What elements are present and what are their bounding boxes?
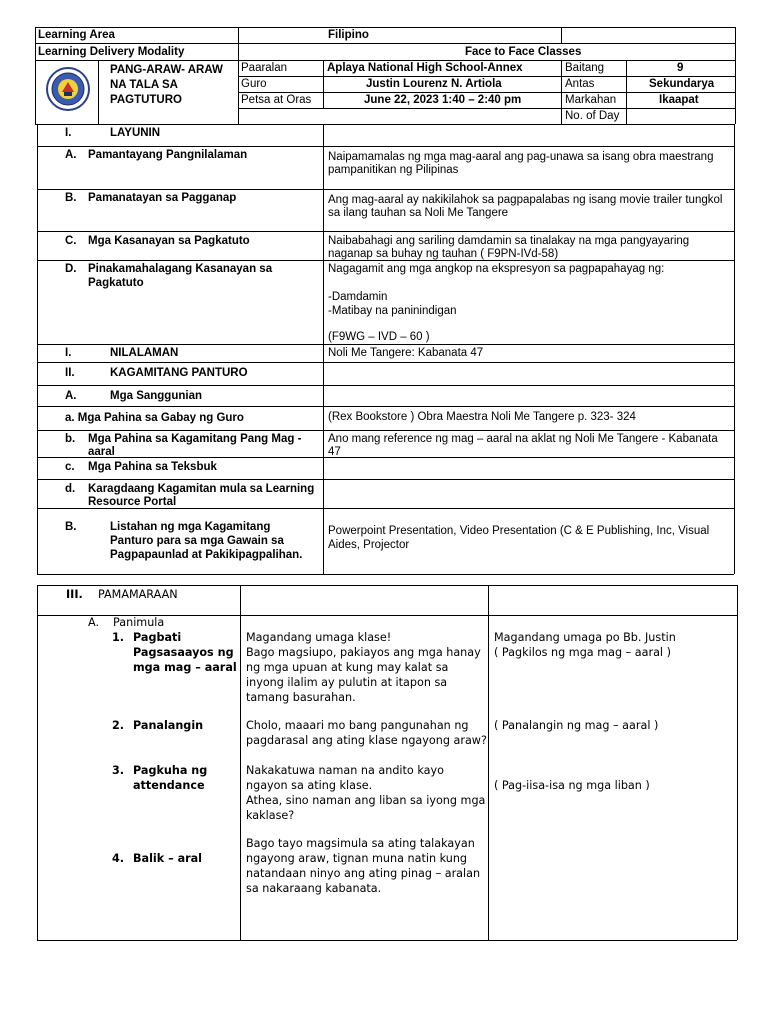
level-value: Sekundarya — [649, 78, 715, 90]
essential-competency-item-1: -Damdamin — [328, 291, 388, 303]
step1-label: Pagbati — [133, 631, 182, 644]
materials-list-label-2: Panturo para sa mga Gawain sa — [110, 535, 284, 547]
date-label: Petsa at Oras — [241, 94, 312, 106]
resources-title: KAGAMITANG PANTURO — [110, 367, 248, 379]
materials-list-letter: B. — [65, 521, 77, 533]
step1-label-3: mga mag – aaral — [133, 661, 237, 674]
level-label: Antas — [565, 78, 595, 90]
step3-teacher-line: Athea, sino naman ang liban sa iyong mga — [246, 794, 486, 807]
school-label: Paaralan — [241, 62, 288, 74]
step4-teacher-line: natandaan ninyo ang ating pinag – aralan — [246, 867, 481, 880]
step1-teacher-line: Bago magsiupo, pakiayos ang mga hanay — [246, 646, 481, 659]
objective-b-letter: B. — [65, 192, 77, 204]
references-label: Mga Sanggunian — [110, 390, 202, 402]
teacher-value: Justin Lourenz N. Artiola — [366, 78, 502, 90]
lr-portal-letter: d. — [65, 483, 76, 495]
procedure-title: PAMAMARAAN — [98, 588, 178, 601]
references-letter: A. — [65, 390, 77, 402]
step2-teacher-line: pagdarasal ang ating klase ngayong araw? — [246, 734, 487, 747]
step3-label: Pagkuha ng — [133, 764, 208, 777]
date-value: June 22, 2023 1:40 – 2:40 pm — [364, 94, 522, 106]
learning-competency-value-2: naganap sa buhay ng tauhan ( F9PN-IVd-58) — [328, 248, 559, 260]
objective-a-letter: A. — [65, 149, 77, 161]
learner-material-label: Mga Pahina sa Kagamitang Pang Mag - — [88, 433, 302, 445]
step4-teacher-line: sa nakaraang kabanata. — [246, 882, 382, 895]
materials-list-value: Powerpoint Presentation, Video Presentation (C & E Publishing, Inc, Visual — [328, 525, 710, 537]
content-standard-value: Naipamamalas ng mga mag-aaral ang pag-unawa sa isang obra maestrang — [328, 151, 714, 163]
step1-student-line: Magandang umaga po Bb. Justin — [494, 631, 676, 644]
quarter-value: Ikaapat — [659, 94, 699, 106]
grade-label: Baitang — [565, 62, 605, 74]
step1-teacher-line: tamang basurahan. — [246, 691, 356, 704]
textbook-letter: c. — [65, 461, 75, 473]
materials-list-label: Listahan ng mga Kagamitang — [110, 521, 271, 533]
essential-competency-label: Pinakamahalagang Kasanayan sa — [88, 263, 273, 275]
doc-title-line2: NA TALA SA — [110, 79, 178, 91]
objectives-roman: I. — [65, 127, 72, 139]
step3-label-2: attendance — [133, 779, 205, 792]
teacher-guide-value: (Rex Bookstore ) Obra Maestra Noli Me Tangere p. 323- 324 — [328, 411, 636, 423]
delivery-modality-value: Face to Face Classes — [465, 46, 582, 58]
teacher-guide-label: a. Mga Pahina sa Gabay ng Guro — [65, 412, 244, 424]
learning-area-value: Filipino — [328, 29, 369, 41]
learner-material-label-2: aaral — [88, 446, 115, 458]
step4-teacher-line: Bago tayo magsimula sa ating talakayan — [246, 837, 475, 850]
essential-competency-item-2: -Matibay na paninindigan — [328, 305, 457, 317]
lr-portal-label-2: Resource Portal — [88, 496, 177, 508]
step3-teacher-line: Nakakatuwa naman na andito kayo — [246, 764, 444, 777]
step4-label: Balik – aral — [133, 852, 203, 865]
step3-number: 3. — [112, 764, 125, 777]
resources-roman: II. — [65, 367, 75, 379]
lr-portal-label: Karagdaang Kagamitan mula sa Learning — [88, 483, 315, 495]
textbook-label: Mga Pahina sa Teksbuk — [88, 461, 217, 473]
quarter-label: Markahan — [565, 94, 617, 106]
deped-seal-logo — [45, 64, 91, 114]
doc-title-line3: PAGTUTURO — [110, 94, 182, 106]
performance-standard-value: Ang mag-aaral ay nakikilahok sa pagpapalabas ng isang movie trailer tungkol — [328, 194, 723, 206]
essential-competency-code: (F9WG – IVD – 60 ) — [328, 331, 430, 343]
step2-teacher-line: Cholo, maaari mo bang pangunahan ng — [246, 719, 469, 732]
materials-list-value-2: Aides, Projector — [328, 539, 410, 551]
essential-competency-value: Nagagamit ang mga angkop na ekspresyon sa pagpapahayag ng: — [328, 263, 665, 275]
step4-number: 4. — [112, 852, 125, 865]
delivery-modality-label: Learning Delivery Modality — [38, 46, 185, 58]
doc-title-line1: PANG-ARAW- ARAW — [110, 64, 223, 76]
performance-standard-label: Pamanatayan sa Pagganap — [88, 192, 237, 204]
day-label: No. of Day — [565, 110, 620, 122]
step1-number: 1. — [112, 631, 125, 644]
intro-label: Panimula — [113, 616, 165, 629]
content-value: Noli Me Tangere: Kabanata 47 — [328, 347, 484, 359]
performance-standard-value-2: sa ilang tauhan sa Noli Me Tangere — [328, 207, 509, 219]
grade-value: 9 — [677, 62, 684, 74]
step1-teacher-line: Magandang umaga klase! — [246, 631, 392, 644]
step1-student-line: ( Pagkilos ng mga mag – aaral ) — [494, 646, 671, 659]
step4-teacher-line: ngayong araw, tignan muna natin kung — [246, 852, 468, 865]
step3-student-line: ( Pag-iisa-isa ng mga liban ) — [494, 779, 650, 792]
learning-competency-label: Mga Kasanayan sa Pagkatuto — [88, 235, 250, 247]
content-standard-label: Pamantayang Pangnilalaman — [88, 149, 248, 161]
intro-letter: A. — [88, 616, 100, 629]
step1-teacher-line: ng mga upuan at kung may kalat sa — [246, 661, 449, 674]
learning-competency-value: Naibabahagi ang sariling damdamin sa tinalakay na mga pangyayaring — [328, 235, 690, 247]
procedure-roman: III. — [66, 588, 83, 601]
materials-list-label-3: Pagpapaunlad at Pakikipagpalihan. — [110, 549, 303, 561]
objective-d-letter: D. — [65, 263, 77, 275]
learning-area-label: Learning Area — [38, 29, 115, 41]
step3-teacher-line: ngayon sa ating klase. — [246, 779, 373, 792]
school-value: Aplaya National High School-Annex — [327, 62, 523, 74]
step2-label: Panalangin — [133, 719, 204, 732]
step3-teacher-line: kaklase? — [246, 809, 295, 822]
learner-material-value: Ano mang reference ng mag – aaral na aklat ng Noli Me Tangere - Kabanata — [328, 433, 718, 445]
teacher-label: Guro — [241, 78, 267, 90]
learner-material-value-2: 47 — [328, 446, 341, 458]
content-title: NILALAMAN — [110, 347, 179, 359]
learner-material-letter: b. — [65, 433, 76, 445]
step2-number: 2. — [112, 719, 125, 732]
content-standard-value-2: pampanitikan ng Pilipinas — [328, 164, 459, 176]
objectives-title: LAYUNIN — [110, 127, 161, 139]
essential-competency-label-2: Pagkatuto — [88, 277, 144, 289]
objective-c-letter: C. — [65, 235, 77, 247]
content-roman: I. — [65, 347, 72, 359]
step1-label-2: Pagsasaayos ng — [133, 646, 234, 659]
step2-student-line: ( Panalangin ng mag – aaral ) — [494, 719, 659, 732]
step1-teacher-line: inyong ilalim ay pulutin at itapon sa — [246, 676, 448, 689]
